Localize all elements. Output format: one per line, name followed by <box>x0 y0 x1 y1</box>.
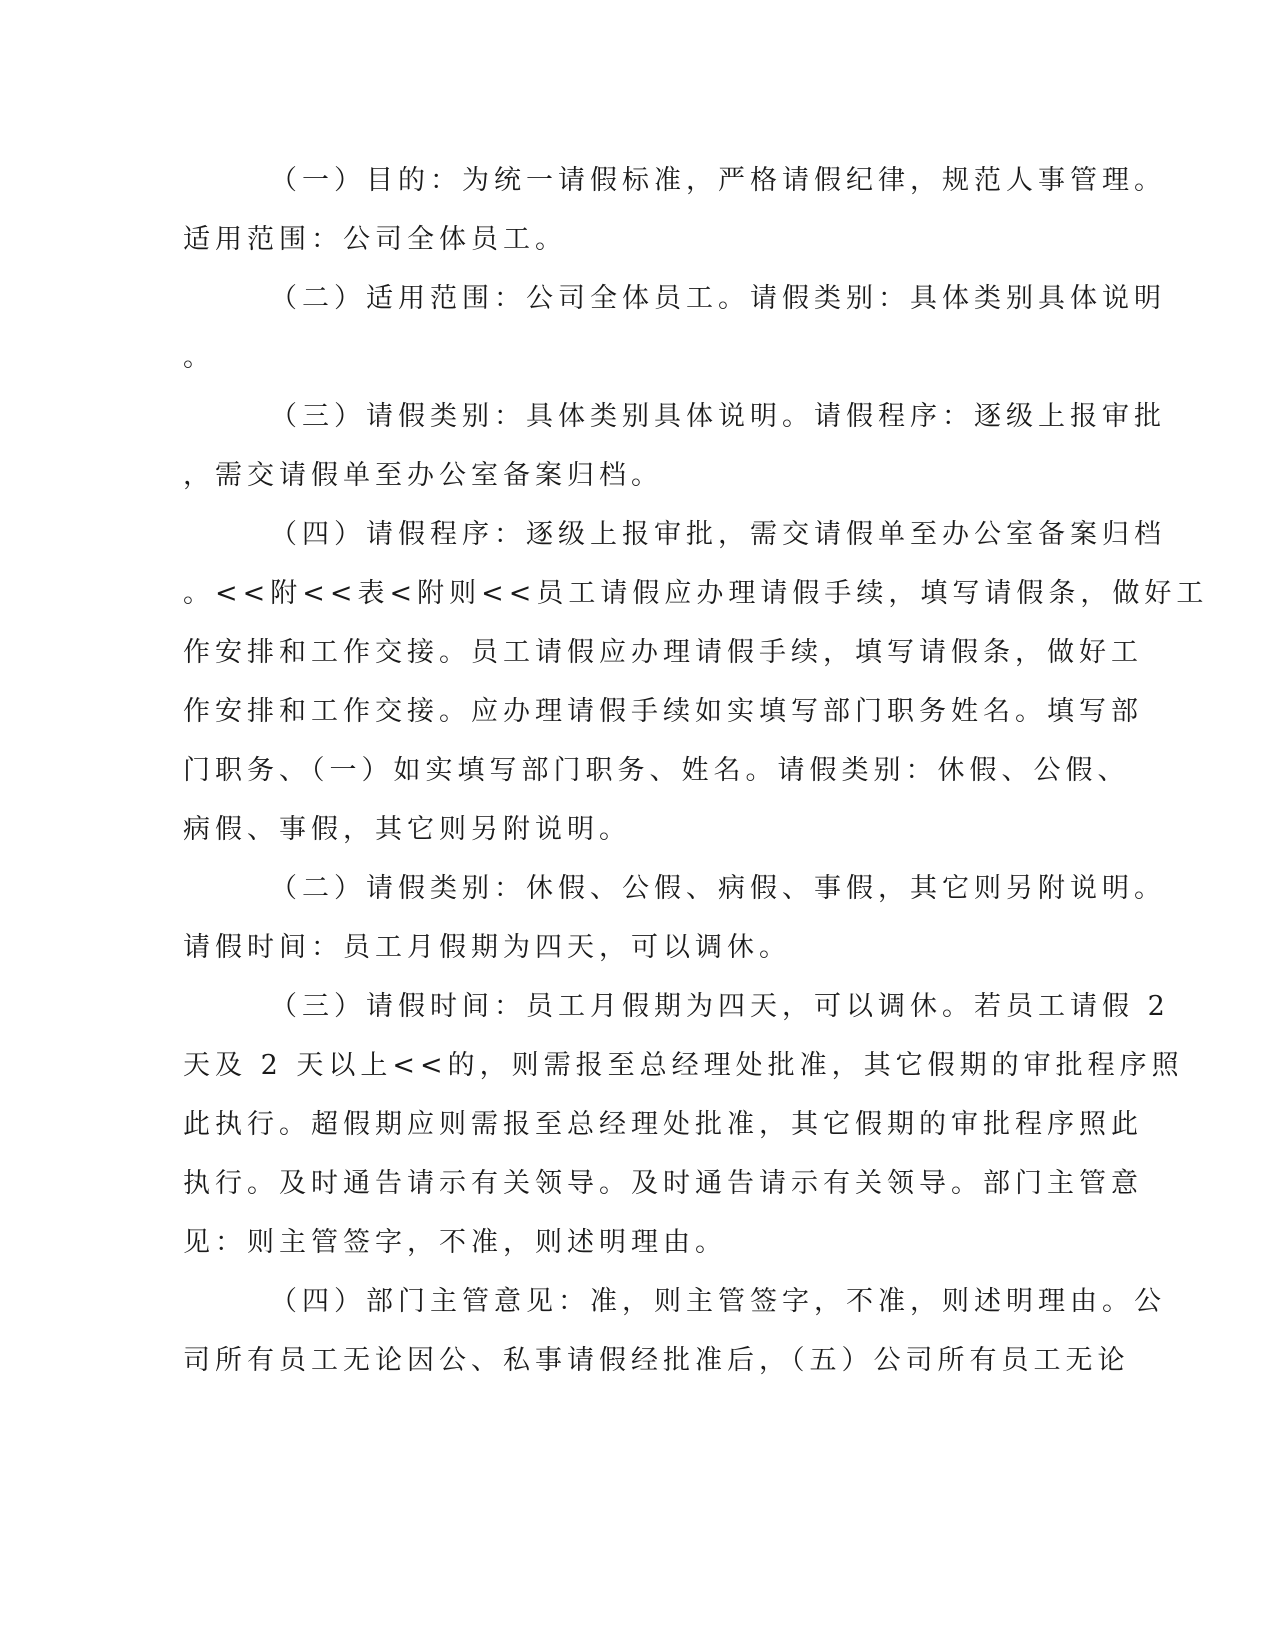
paragraph-6-line-1: （三）请假时间：员工月假期为四天，可以调休。若员工请假 2 <box>270 991 1170 1022</box>
paragraph-4-line-6: 病假、事假，其它则另附说明。 <box>183 814 631 845</box>
paragraph-5-line-2: 请假时间：员工月假期为四天，可以调休。 <box>183 932 791 963</box>
paragraph-7-line-2: 司所有员工无论因公、私事请假经批准后，（五）公司所有员工无论 <box>183 1345 1130 1376</box>
paragraph-5-line-1: （二）请假类别：休假、公假、病假、事假，其它则另附说明。 <box>270 873 1166 904</box>
paragraph-4-line-5: 门职务、（一）如实填写部门职务、姓名。请假类别：休假、公假、 <box>183 755 1130 786</box>
paragraph-6-line-5: 见：则主管签字，不准，则述明理由。 <box>183 1227 727 1258</box>
paragraph-4-line-3: 作安排和工作交接。员工请假应办理请假手续，填写请假条，做好工 <box>183 637 1143 668</box>
paragraph-7-line-1: （四）部门主管意见：准，则主管签字，不准，则述明理由。公 <box>270 1286 1166 1317</box>
paragraph-3-line-1: （三）请假类别：具体类别具体说明。请假程序：逐级上报审批 <box>270 401 1166 432</box>
paragraph-4-line-2: 。<<附<<表<附则<<员工请假应办理请假手续，填写请假条，做好工 <box>183 578 1209 609</box>
paragraph-6-line-4: 执行。及时通告请示有关领导。及时通告请示有关领导。部门主管意 <box>183 1168 1143 1199</box>
paragraph-6-line-2: 天及 2 天以上<<的，则需报至总经理处批准，其它假期的审批程序照 <box>183 1050 1184 1081</box>
paragraph-2-line-1: （二）适用范围：公司全体员工。请假类别：具体类别具体说明 <box>270 283 1166 314</box>
paragraph-6-line-3: 此执行。超假期应则需报至总经理处批准，其它假期的审批程序照此 <box>183 1109 1143 1140</box>
paragraph-1-line-1: （一）目的：为统一请假标准，严格请假纪律，规范人事管理。 <box>270 165 1166 196</box>
paragraph-4-line-1: （四）请假程序：逐级上报审批，需交请假单至办公室备案归档 <box>270 519 1166 550</box>
paragraph-2-line-2: 。 <box>183 342 215 373</box>
paragraph-3-line-2: ，需交请假单至办公室备案归档。 <box>183 460 663 491</box>
paragraph-4-line-4: 作安排和工作交接。应办理请假手续如实填写部门职务姓名。填写部 <box>183 696 1143 727</box>
paragraph-1-line-2: 适用范围：公司全体员工。 <box>183 224 567 255</box>
